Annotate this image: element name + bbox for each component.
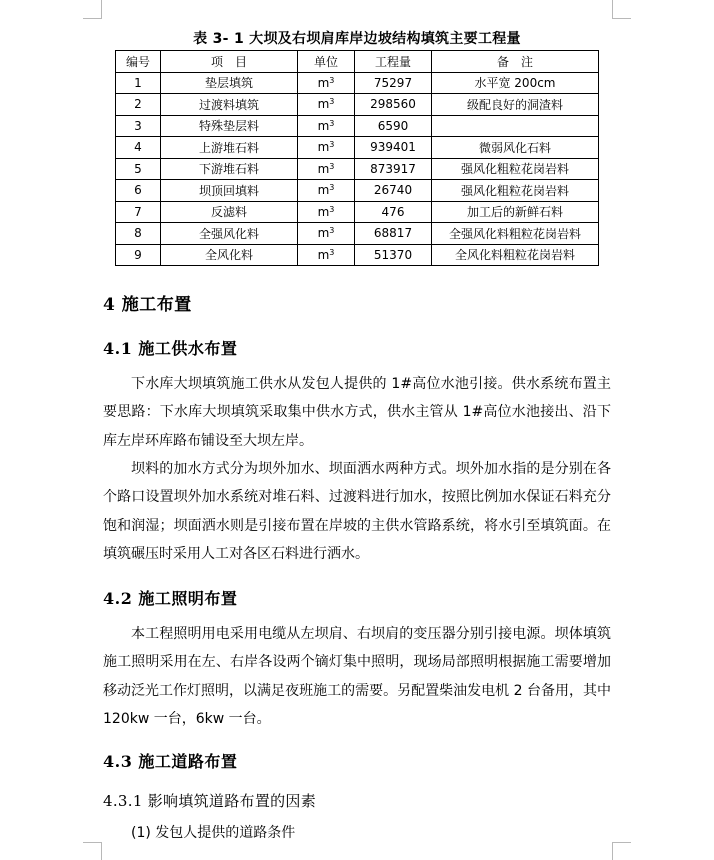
table-row (116, 244, 599, 266)
cell-note: 强风化粗粒花岗岩料 (432, 180, 599, 202)
section-4-heading: 4 施工布置 (103, 295, 192, 315)
unit-superscript: 3 (329, 97, 335, 107)
cell-quantity: 873917 (355, 158, 432, 180)
unit-superscript: 3 (329, 75, 335, 85)
table-body (116, 72, 599, 266)
unit-superscript: 3 (329, 204, 335, 214)
cell-note: 水平宽 200cm (432, 72, 599, 94)
unit-base: m (317, 247, 330, 262)
table-row (116, 201, 599, 223)
cell-no: 4 (116, 137, 161, 159)
page-corner-mark-bottom-left (83, 842, 102, 860)
cell-item: 下游堆石料 (161, 158, 298, 180)
cell-no: 8 (116, 223, 161, 245)
quantity-table (115, 50, 599, 266)
cell-quantity: 298560 (355, 94, 432, 116)
unit-base: m (317, 97, 330, 112)
unit-base: m (317, 140, 330, 155)
cell-item: 上游堆石料 (161, 137, 298, 159)
unit-superscript: 3 (329, 118, 335, 128)
cell-note: 全强风化料粗粒花岗岩料 (432, 223, 599, 245)
unit-base: m (317, 204, 330, 219)
unit-superscript: 3 (329, 226, 335, 236)
cell-quantity: 476 (355, 201, 432, 223)
cell-no: 1 (116, 72, 161, 94)
section-4-2-paragraph-1: 本工程照明用电采用电缆从左坝肩、右坝肩的变压器分别引接电源。坝体填筑施工照明采用在左、右岸各设两个镝灯集中照明，现场局部照明根据施工需要增加移动泛光工作灯照明，以满足夜班施工的需要。另配置柴油发电机 2 台备用，其中 120kw 一台，6kw 一台。 (103, 626, 611, 728)
cell-unit (298, 244, 355, 266)
cell-unit (298, 201, 355, 223)
section-4-3-heading: 4.3 施工道路布置 (103, 752, 238, 771)
cell-unit (298, 180, 355, 202)
section-4-1-heading: 4.1 施工供水布置 (103, 339, 238, 358)
cell-unit (298, 158, 355, 180)
cell-no: 3 (116, 115, 161, 137)
table-row (116, 72, 599, 94)
table-header-row (116, 51, 599, 73)
cell-quantity: 51370 (355, 244, 432, 266)
header-unit: 单位 (298, 51, 355, 73)
table-row (116, 223, 599, 245)
cell-item: 过渡料填筑 (161, 94, 298, 116)
unit-superscript: 3 (329, 161, 335, 171)
page-corner-mark-top-right (612, 0, 631, 19)
cell-note: 级配良好的洞渣料 (432, 94, 599, 116)
header-quantity: 工程量 (355, 51, 432, 73)
cell-quantity: 6590 (355, 115, 432, 137)
table-row (116, 137, 599, 159)
table-caption: 表 3- 1 大坝及右坝肩库岸边坡结构填筑主要工程量 (193, 31, 521, 47)
header-item: 项 目 (161, 51, 298, 73)
cell-quantity: 68817 (355, 223, 432, 245)
unit-superscript: 3 (329, 183, 335, 193)
cell-item: 坝顶回填料 (161, 180, 298, 202)
cell-item: 反滤料 (161, 201, 298, 223)
cell-note: 加工后的新鲜石料 (432, 201, 599, 223)
cell-no: 9 (116, 244, 161, 266)
table-row (116, 180, 599, 202)
cell-unit (298, 72, 355, 94)
cell-no: 5 (116, 158, 161, 180)
cell-no: 6 (116, 180, 161, 202)
cell-item: 垫层填筑 (161, 72, 298, 94)
cell-unit (298, 94, 355, 116)
cell-item: 全强风化料 (161, 223, 298, 245)
unit-superscript: 3 (329, 247, 335, 257)
unit-base: m (317, 226, 330, 241)
cell-quantity: 939401 (355, 137, 432, 159)
section-4-3-1-heading: 4.3.1 影响填筑道路布置的因素 (103, 792, 317, 810)
list-item-1: (1) 发包人提供的道路条件 (131, 825, 296, 841)
cell-note: 微弱风化石料 (432, 137, 599, 159)
unit-base: m (317, 161, 330, 176)
cell-quantity: 75297 (355, 72, 432, 94)
cell-note: 强风化粗粒花岗岩料 (432, 158, 599, 180)
page-corner-mark-bottom-right (612, 842, 631, 860)
unit-superscript: 3 (329, 140, 335, 150)
cell-no: 2 (116, 94, 161, 116)
section-4-1-paragraph-1: 下水库大坝填筑施工供水从发包人提供的 1#高位水池引接。供水系统布置主要思路：下水库大坝填筑采取集中供水方式，供水主管从 1#高位水池接出、沿下库左岸环库路布铺设至大坝左岸。 (103, 376, 611, 449)
cell-item: 全风化料 (161, 244, 298, 266)
cell-quantity: 26740 (355, 180, 432, 202)
page-corner-mark-top-left (83, 0, 102, 19)
table-row (116, 115, 599, 137)
cell-note: 全风化料粗粒花岗岩料 (432, 244, 599, 266)
header-no: 编号 (116, 51, 161, 73)
table-row (116, 158, 599, 180)
cell-unit (298, 137, 355, 159)
section-4-1-paragraph-2: 坝料的加水方式分为坝外加水、坝面洒水两种方式。坝外加水指的是分别在各个路口设置坝外加水系统对堆石料、过渡料进行加水，按照比例加水保证石料充分饱和润湿；坝面洒水则是引接布置在岸坡的主供水管路系统，将水引至填筑面。在填筑碾压时采用人工对各区石料进行洒水。 (103, 461, 611, 563)
header-note: 备 注 (432, 51, 599, 73)
unit-base: m (317, 75, 330, 90)
cell-note (432, 115, 599, 137)
section-4-2-heading: 4.2 施工照明布置 (103, 589, 238, 608)
cell-unit (298, 223, 355, 245)
table-row (116, 94, 599, 116)
cell-no: 7 (116, 201, 161, 223)
unit-base: m (317, 183, 330, 198)
cell-unit (298, 115, 355, 137)
unit-base: m (317, 118, 330, 133)
cell-item: 特殊垫层料 (161, 115, 298, 137)
